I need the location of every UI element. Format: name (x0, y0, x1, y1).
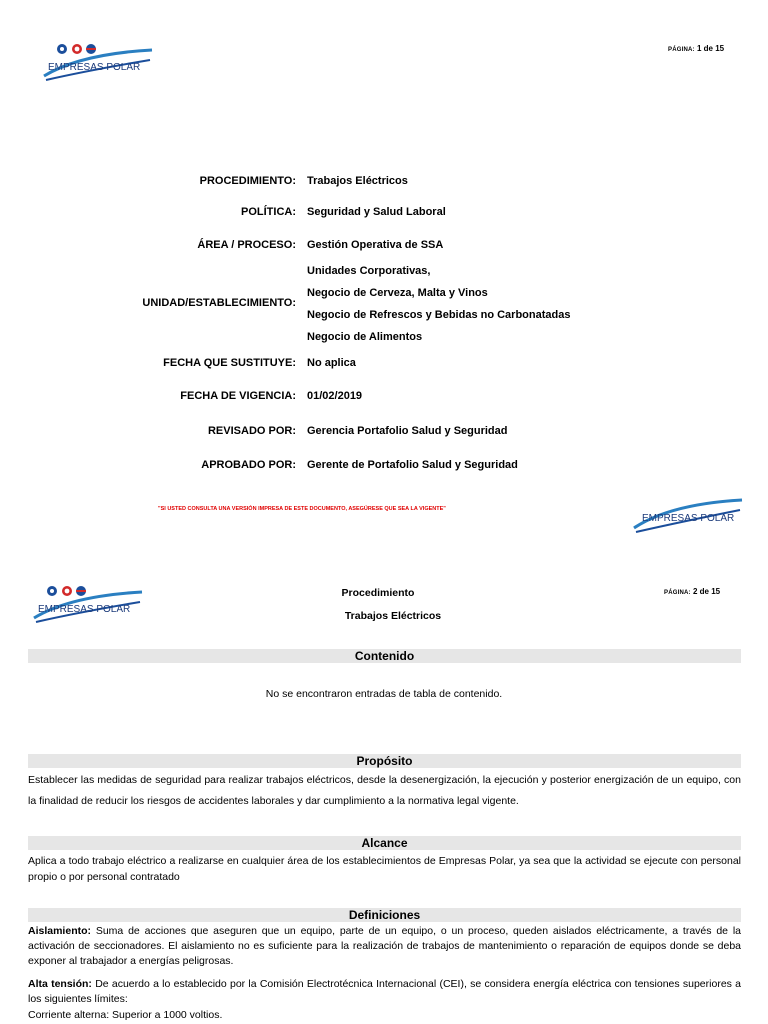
revisado-por-value: Gerencia Portafolio Salud y Seguridad (307, 425, 508, 437)
fecha-vigencia-value: 01/02/2019 (307, 390, 363, 402)
aprobado-por-value: Gerente de Portafolio Salud y Seguridad (307, 459, 518, 471)
politica-label: POLÍTICA: (241, 206, 296, 218)
definiciones-heading: Definiciones (28, 908, 741, 922)
proposito-heading: Propósito (28, 754, 741, 768)
procedimiento-value: Trabajos Eléctricos (307, 175, 408, 187)
revisado-por-label: REVISADO POR: (207, 425, 296, 437)
fecha-sustituye-label: FECHA QUE SUSTITUYE: (163, 357, 296, 369)
aprobado-por-label: APROBADO POR: (201, 459, 296, 471)
alcance-heading: Alcance (28, 836, 741, 850)
page2-value: 2 de 15 (692, 587, 721, 596)
svg-text:EMPRESAS POLAR: EMPRESAS POLAR (48, 62, 141, 73)
definicion-text: Suma de acciones que aseguren que un equipo, parte de un equipo, o un proceso, queden aislados eléctricamente, a través de la activación de seccionadores. El aislamiento no es suficiente para la realización de trabajos de mantenimiento o reparación de equipos donde se deba exponer al trabajador a energías peligrosas. (28, 925, 741, 967)
definicion-term: Alta tensión: (28, 978, 92, 990)
unidad-value-2: Negocio de Cerveza, Malta y Vinos (307, 287, 488, 299)
empresas-polar-logo (40, 40, 156, 82)
definicion-text: De acuerdo a lo establecido por la Comisión Electrotécnica Internacional (CEI), se considera energía eléctrica con tensiones superiores a los siguientes límites: (28, 978, 742, 1005)
printed-version-warning: "SI USTED CONSULTA UNA VERSIÓN IMPRESA DE ESTE DOCUMENTO, ASEGÚRESE QUE SEA LA VIGENTE" (158, 506, 446, 512)
unidad-label: UNIDAD/ESTABLECIMIENTO: (142, 297, 296, 309)
contenido-heading: Contenido (28, 649, 741, 663)
empresas-polar-footer-logo (630, 494, 746, 534)
page2-title-line2: Trabajos Eléctricos (344, 610, 442, 622)
unidad-value-4: Negocio de Alimentos (307, 331, 423, 343)
page2-label: PÁGINA: (664, 590, 691, 596)
page-value: 1 de 15 (696, 44, 725, 53)
area-proceso-label: ÁREA / PROCESO: (197, 239, 296, 251)
page-number (668, 44, 724, 53)
definicion-aislamiento (28, 924, 741, 969)
definicion-term: Aislamiento: (28, 925, 92, 937)
svg-text:EMPRESAS POLAR: EMPRESAS POLAR (38, 604, 131, 615)
corriente-alterna-line: Corriente alterna: Superior a 1000 voltios. (28, 1009, 223, 1021)
unidad-value-3: Negocio de Refrescos y Bebidas no Carbonatadas (307, 309, 571, 321)
page-label: PÁGINA: (668, 47, 695, 53)
alcance-text: Aplica a todo trabajo eléctrico a realizarse en cualquier área de los establecimientos de Empresas Polar, ya sea que la actividad se ejecute con personal propio o por personal contratado (28, 855, 741, 883)
fecha-vigencia-label: FECHA DE VIGENCIA: (180, 390, 296, 402)
empresas-polar-logo-page2 (30, 582, 146, 624)
area-proceso-value: Gestión Operativa de SSA (307, 239, 444, 251)
toc-empty-message: No se encontraron entradas de tabla de contenido. (265, 688, 503, 700)
svg-text:EMPRESAS POLAR: EMPRESAS POLAR (642, 513, 735, 524)
proposito-text: Establecer las medidas de seguridad para realizar trabajos eléctricos, desde la desenergización, la ejecución y posterior energización de un equipo, con la finalidad de reducir los riesgos de accidentes laborales y dar cumplimiento a la normativa legal vigente. (28, 774, 741, 807)
unidad-value-1: Unidades Corporativas, (307, 265, 431, 277)
page2-number (664, 587, 720, 596)
definicion-alta-tension (28, 977, 741, 1007)
fecha-sustituye-value: No aplica (307, 357, 356, 369)
politica-value: Seguridad y Salud Laboral (307, 206, 446, 218)
procedimiento-label: PROCEDIMIENTO: (199, 175, 296, 187)
page2-title-line1: Procedimiento (341, 587, 415, 599)
